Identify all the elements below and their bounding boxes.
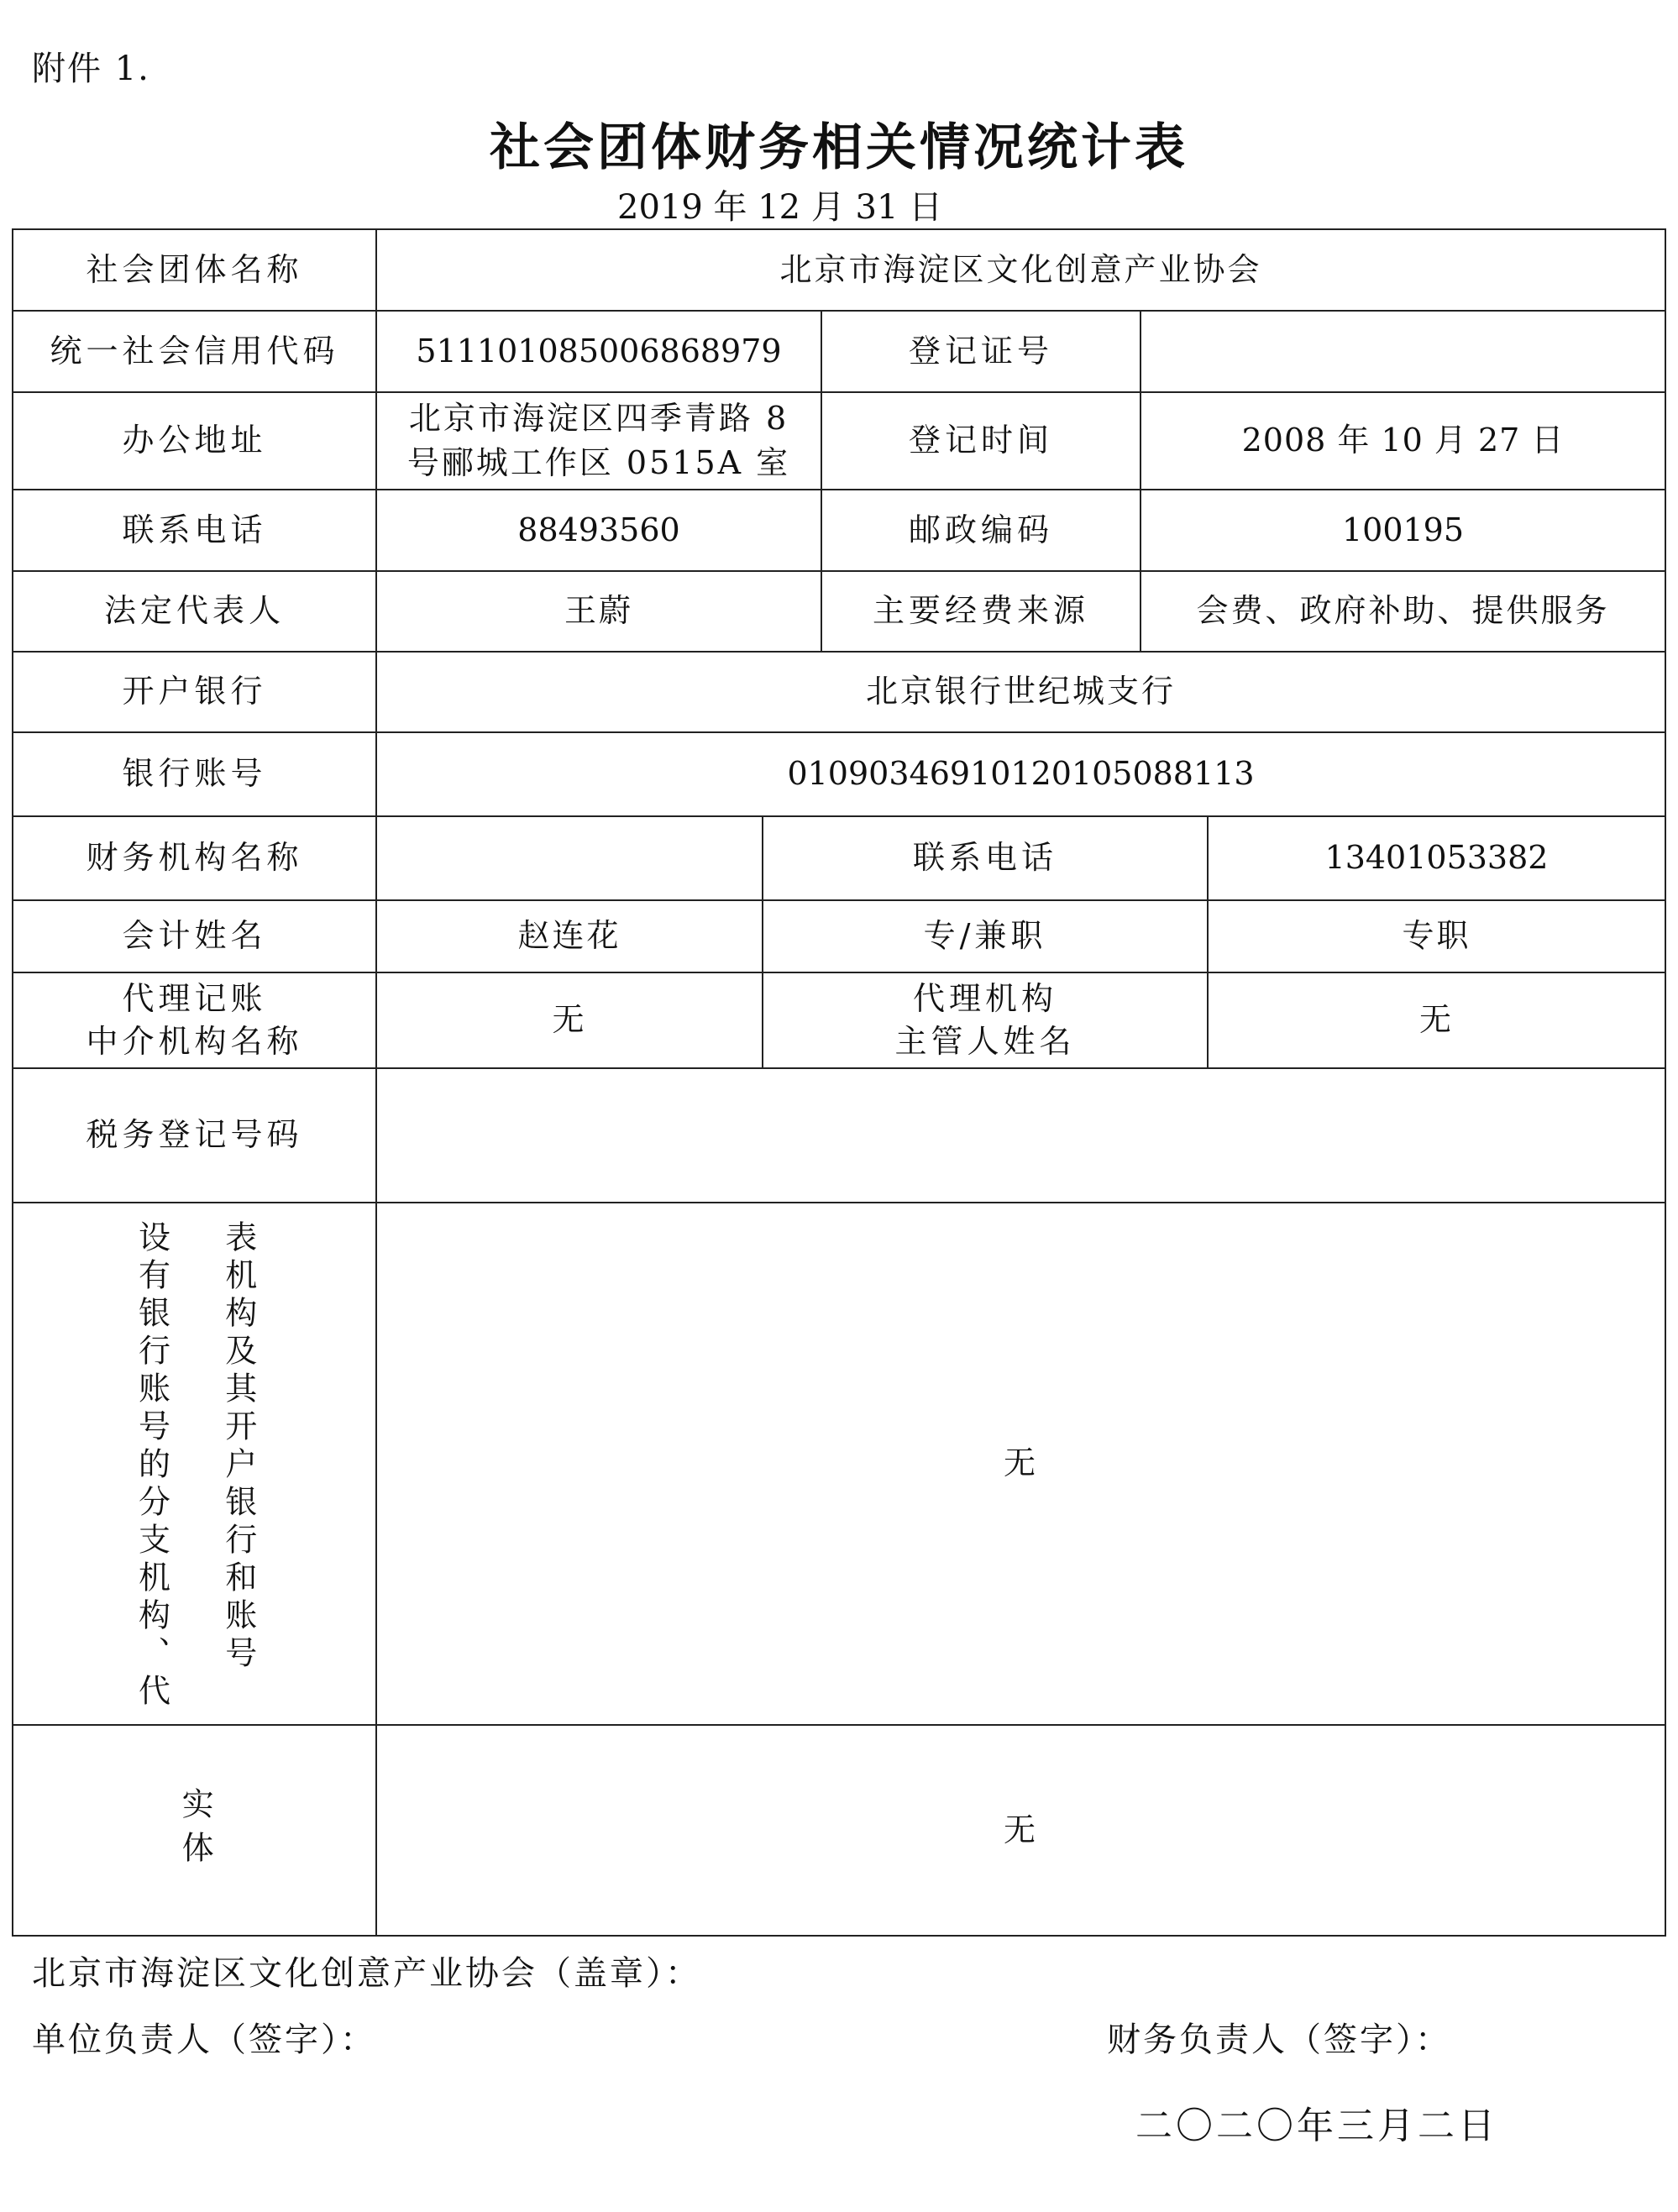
credit-code-label: 统一社会信用代码 bbox=[13, 312, 377, 393]
accountant-value: 赵连花 bbox=[377, 901, 763, 973]
fulltime-parttime-value: 专职 bbox=[1209, 901, 1665, 973]
page-title: 社会团体财务相关情况统计表 bbox=[490, 118, 1188, 177]
legal-rep-value: 王蔚 bbox=[377, 572, 822, 653]
entity-value: 无 bbox=[1003, 1811, 1038, 1848]
bank-label: 开户银行 bbox=[13, 653, 377, 733]
funding-label: 主要经费来源 bbox=[822, 572, 1141, 653]
entity-label-text: 实体 bbox=[176, 1786, 214, 1874]
postcode-value: 100195 bbox=[1141, 490, 1665, 572]
agent-org-label bbox=[13, 973, 377, 1069]
finance-head-signature: 财务负责人（签字）： bbox=[1107, 2021, 1451, 2059]
report-date: 2019 年 12 月 31 日 bbox=[617, 188, 943, 227]
reg-cert-label: 登记证号 bbox=[822, 312, 1141, 393]
agent-org-value: 无 bbox=[377, 973, 763, 1069]
legal-rep-label: 法定代表人 bbox=[13, 572, 377, 653]
address-line-1: 北京市海淀区四季青路 8 bbox=[408, 399, 789, 437]
fulltime-parttime-label: 专/兼职 bbox=[763, 901, 1209, 973]
attachment-label: 附件 1. bbox=[32, 50, 150, 88]
statistics-table bbox=[12, 228, 1666, 1937]
finance-phone-label: 联系电话 bbox=[763, 817, 1209, 901]
postcode-label: 邮政编码 bbox=[822, 490, 1141, 572]
agent-org-label-line-1: 代理记账 bbox=[122, 979, 267, 1017]
address-value bbox=[377, 393, 822, 490]
agent-head-value: 无 bbox=[1209, 973, 1665, 1069]
bank-value: 北京银行世纪城支行 bbox=[377, 653, 1665, 733]
funding-value: 会费、政府补助、提供服务 bbox=[1141, 572, 1665, 653]
agent-head-label bbox=[763, 973, 1209, 1069]
phone-label: 联系电话 bbox=[13, 490, 377, 572]
seal-line: 北京市海淀区文化创意产业协会（盖章）： bbox=[32, 1954, 701, 1993]
accountant-label: 会计姓名 bbox=[13, 901, 377, 973]
reg-time-label: 登记时间 bbox=[822, 393, 1141, 490]
tax-reg-value bbox=[377, 1069, 1665, 1203]
branches-label-col-1: 设有银行账号的分支机构、代 bbox=[133, 1220, 170, 1711]
branches-label-col-2: 表机构及其开户银行和账号 bbox=[219, 1220, 257, 1674]
account-label: 银行账号 bbox=[13, 733, 377, 817]
unit-head-signature: 单位负责人（签字）： bbox=[32, 2021, 376, 2059]
finance-org-value bbox=[377, 817, 763, 901]
reg-time-value: 2008 年 10 月 27 日 bbox=[1141, 393, 1665, 490]
reg-cert-value bbox=[1141, 312, 1665, 393]
entity-label bbox=[13, 1726, 377, 1935]
agent-head-label-line-1: 代理机构 bbox=[912, 979, 1057, 1017]
branches-label bbox=[13, 1203, 377, 1726]
account-value: 01090346910120105088113 bbox=[377, 733, 1665, 817]
agent-head-label-line-2: 主管人姓名 bbox=[894, 1023, 1076, 1060]
org-name-label: 社会团体名称 bbox=[13, 230, 377, 312]
branches-label-columns bbox=[128, 1203, 260, 1724]
credit-code-value: 511101085006868979 bbox=[377, 312, 822, 393]
org-name-value: 北京市海淀区文化创意产业协会 bbox=[377, 230, 1665, 312]
phone-value: 88493560 bbox=[377, 490, 822, 572]
agent-org-label-line-2: 中介机构名称 bbox=[86, 1023, 303, 1060]
branches-value: 无 bbox=[377, 1203, 1665, 1726]
tax-reg-label: 税务登记号码 bbox=[13, 1069, 377, 1203]
signed-date: 二〇二〇年三月二日 bbox=[1135, 2105, 1498, 2147]
finance-phone-value: 13401053382 bbox=[1209, 817, 1665, 901]
address-label: 办公地址 bbox=[13, 393, 377, 490]
finance-org-label: 财务机构名称 bbox=[13, 817, 377, 901]
address-line-2: 号郦城工作区 0515A 室 bbox=[406, 444, 791, 481]
